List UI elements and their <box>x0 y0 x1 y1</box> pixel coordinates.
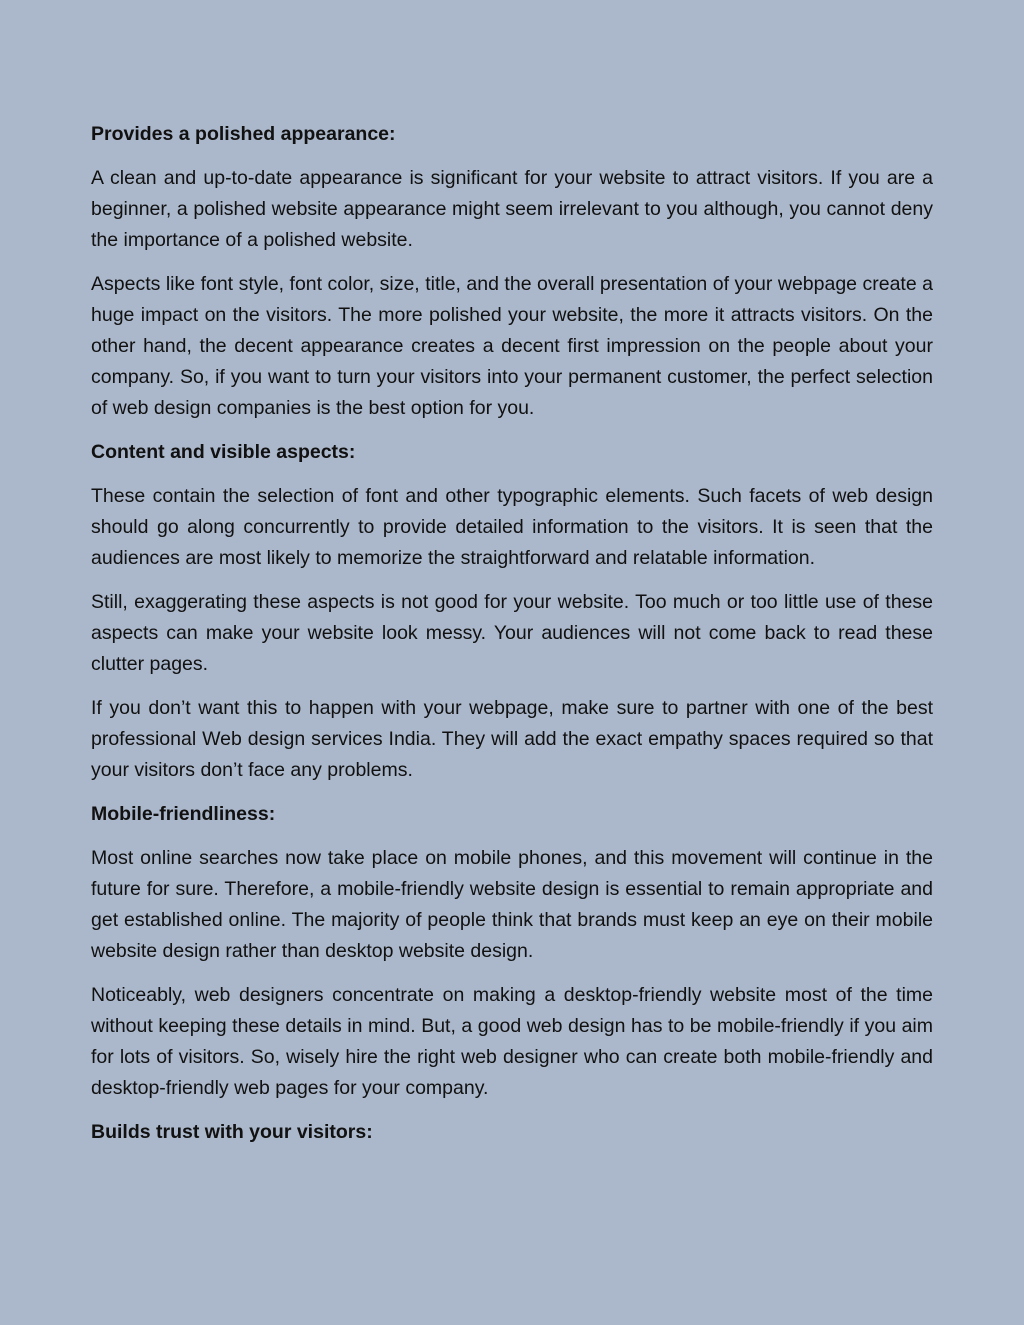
paragraph-aspects-font-style: Aspects like font style, font color, size, title, and the overall presentation of your webpage create a huge impact on the visitors. The more polished your website, the more it attracts visitors. On the other hand, the decent appearance creates a decent first impression on the people about your company. So, if you want to turn your visitors into your permanent customer, the perfect selection of web design companies is the best option for you. <box>91 273 933 419</box>
paragraph-mobile-searches: Most online searches now take place on mobile phones, and this movement will continue in the future for sure. Therefore, a mobile-friendly website design is essential to remain appropriate and get established online. The majority of people think that brands must keep an eye on their mobile website design rather than desktop website design. <box>91 847 933 962</box>
paragraph-clean-appearance: A clean and up-to-date appearance is significant for your website to attract visitors. If you are a beginner, a polished website appearance might seem irrelevant to you although, you cannot deny the importance of a polished website. <box>91 167 933 251</box>
section-heading-mobile-friendliness: Mobile-friendliness: <box>91 803 276 825</box>
paragraph-typographic-elements: These contain the selection of font and other typographic elements. Such facets of web design should go along concurrently to provide detailed information to the visitors. It is seen that the audiences are most likely to memorize the straightforward and relatable information. <box>91 485 933 569</box>
section-heading-builds-trust: Builds trust with your visitors: <box>91 1121 373 1143</box>
section-heading-content-visible-aspects: Content and visible aspects: <box>91 441 356 463</box>
paragraph-exaggerating-aspects: Still, exaggerating these aspects is not good for your website. Too much or too little use of these aspects can make your website look messy. Your audiences will not come back to read these clutter pages. <box>91 591 933 675</box>
paragraph-desktop-friendly: Noticeably, web designers concentrate on making a desktop-friendly website most of the time without keeping these details in mind. But, a good web design has to be mobile-friendly if you aim for lots of visitors. So, wisely hire the right web designer who can create both mobile-friendly and desktop-friendly web pages for your company. <box>91 984 933 1099</box>
section-heading-polished-appearance: Provides a polished appearance: <box>91 123 396 145</box>
paragraph-partner-web-design: If you don’t want this to happen with your webpage, make sure to partner with one of the best professional Web design services India. They will add the exact empathy spaces required so that your visitors don’t face any problems. <box>91 697 933 781</box>
